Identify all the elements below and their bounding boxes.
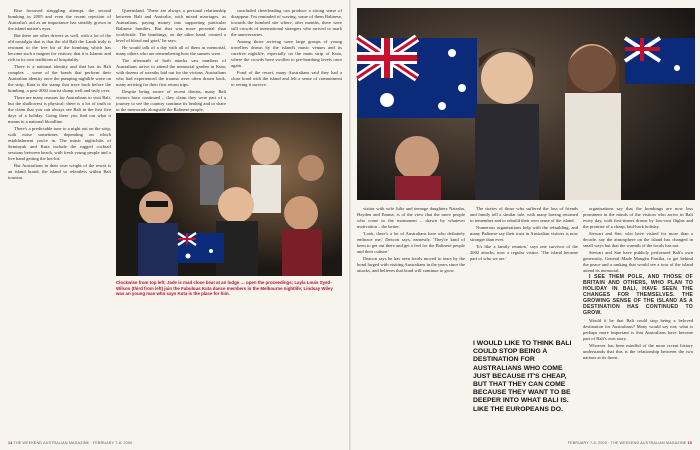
folio-text: THE WEEKEND AUSTRALIAN MAGAZINE · FEBRUARY 7-8, 2009 (13, 441, 133, 445)
paragraph: Rise focussed struggling attempt, the second bombing in 2005 and even the recent rejection of Australia's aid as an importance has steadily grown in the island nation's eyes. (8, 8, 111, 31)
paragraph: There is a national identity and that has its Bali complex – some of the bonds that perform their Australian identity once the pumping nightlife wave on the strip, Kuta is the stamp that trace back before the bombing, a post-2002 tourist slump well and truly over. (8, 64, 111, 93)
paragraph: Among those arriving were large groups of young travellers drawn by the island's music venues and its carefree nightlife, especially on the main strip of Kuta, where the crowds have swollen to pre-bombing levels once again. (231, 39, 342, 68)
paragraph: Would it be that Bali could stop being a beloved destination for Australians? Many would say not; what is perhaps more important is that Australians have become part of Bali's own story. (583, 318, 693, 342)
page-number: 15 (687, 441, 692, 445)
right-folio (568, 441, 692, 445)
paragraph: The stories of those who suffered the loss of friends and family tell a similar tale, with many having returned to remember and to rebuild their own sense of the island. (470, 206, 578, 223)
left-folio (8, 441, 132, 445)
section-lead: I SEE THEM POLE, AND THOSE OF BRITAIN AND OTHERS, WHO PLAN TO HOLIDAY IN BALI, HAVE SEEN THE CHANGES FOR THEMSELVES. THE GROWING SENSE OF THE ISLAND AS A DESTINATION HAS CONTINUED TO GROW. (583, 274, 693, 316)
right-column-1 (357, 206, 465, 434)
paragraph: But Australians in their own weight of the resort is an island brand, the island so relentless within Bali tourism. (8, 163, 111, 180)
paragraph: He would talk of a day with all of them as memorial, many others who are remembering how the sunsets were. (116, 44, 226, 56)
paragraph: Whoever has been mindful of the more recent history understands that this is the relationship between the two nations at its finest. (583, 343, 693, 361)
pull-quote: I WOULD LIKE TO THINK BALI COULD STOP BEING A DESTINATION FOR AUSTRALIANS WHO COME JUST BECAUSE IT'S CHEAP, BUT THAT THEY CAN COME BECAUSE THEY WANT TO BE DEEPER INTO WHAT BALI IS. LIKE THE EUROPEANS DO. (473, 340, 572, 413)
paragraph: The aftermath of both attacks saw numbers of Australians arrive to attend the memorial garden in Kuta, with dozens of wreaths laid out for the victims. Australians who had experienced the trauma were often drawn back, many arriving for their first return trips. (116, 58, 226, 87)
paragraph: There's a predictable tone to a night out on the strip, with noise sometimes depending on which establishment you're in. The music nightclubs of Seminyak and Kuta include the rugged cocktail sessions between beach, with fresh young people and a live band getting the hot-hit. (8, 126, 111, 161)
party-photo-image (357, 8, 695, 200)
crowd-photo (116, 113, 342, 276)
paragraph: 'Look, there's a lot of Australians here who definitely embrace me,' Deacon says, earnestly. 'They're kind of keen to get out there and get a feel for the Balinese people and their culture.' (357, 231, 465, 254)
left-column-2 (116, 8, 226, 110)
paragraph: Queensland. 'These are always a personal relationship between Bali and Australia, with mixed marriages, as Australians, paying money into supporting particular Balinese families. But that was more personal than worldwide. The bombings, on the other hand, created a level of blood and grief,' he says. (116, 8, 226, 43)
paragraph: visitor with wife Julie and teenage daughters Natasha, Hayden and Emma, is of the view that the more people who come to the monument – drawn by whatever motivation – the better. (357, 206, 465, 229)
paragraph: Stewart and Sue, who have visited for more than a decade, say the atmosphere on the island has changed in small ways but that the warmth of the locals has not. (583, 231, 693, 248)
paragraph: Stewart and Sue have publicly performed Bali's own generosity, General Made Mangku Pastika, to get behind the peace and a ranking that would see a tour of the island attend its memorial. (583, 250, 693, 274)
paragraph: But there are other drivers as well, with a lot of the old nostalgia that is that the old Bali the Lamb truly is resonant to the free bit of the bombing which has become such a magnet for visitors; that it is Islamic and rich in its own traditions of hospitality. (8, 33, 111, 62)
folio-text: FEBRUARY 7-8, 2009 · THE WEEKEND AUSTRALIAN MAGAZINE (567, 441, 687, 445)
paragraph: There are many reasons for Australians to visit Bali, but the shallowest is physical: there is a lot of truth to the claim that you can always see Bali in the first five days of a holiday. Going there you find out what it means to a national bloodline. (8, 95, 111, 124)
paragraph: Fond of the resort, many Australians said they had a close bond with the island and felt a sense of commitment to seeing it survive. (231, 70, 342, 87)
paragraph: Despite being aware of recent threats, many Bali visitors have continued – they claim they were part of a journey to see the country continue its healing and to share in the memorials alongside the Balinese people. (116, 89, 226, 112)
right-column-2 (470, 206, 578, 336)
page-gutter (349, 0, 351, 450)
paragraph: concluded cheerleading can produce a strong sense of disappear. I'm reminded of waving, some of them Balinese, towards the bombed site where, after months, there were still crowds of international strangers who arrived to mark the anniversaries. (231, 8, 342, 37)
paragraph: Deacon says he has seen locals moved to tears by the bond forged with visiting Australians in the years since the attacks, and believes that bond will continue to grow. (357, 256, 465, 274)
paragraph: 'It's like a family reunion,' says one survivor of the 2002 attacks, now a regular visitor. 'The island became part of who we are.' (470, 244, 578, 262)
page-number: 14 (8, 441, 13, 445)
party-photo (357, 8, 695, 200)
right-column-3 (583, 206, 693, 434)
left-column-1 (8, 8, 111, 438)
left-column-3 (231, 8, 342, 110)
paragraph: Numerous organisations help with the rebuilding, and many Balinese say their trust in Australian visitors is now stronger than ever. (470, 225, 578, 243)
photo-caption: Clockwise from top left: Jade is mad close beat at an lodge … open the proceedings; Layla Louis Syed-Wilson (third from left) join the Fabulous Kuta dance members in the Melbourne nightlife; Lindsay Wiley was an young man who says Kuta is the place for him. (116, 280, 333, 297)
paragraph: organisations say that the bombings are now less prominent in the minds of the visitors who arrive in Bali every day, with first-timers drawn by low-cost flights and the promise of a cheap, laid-back holiday. (583, 206, 693, 229)
crowd-photo-image (116, 113, 342, 276)
